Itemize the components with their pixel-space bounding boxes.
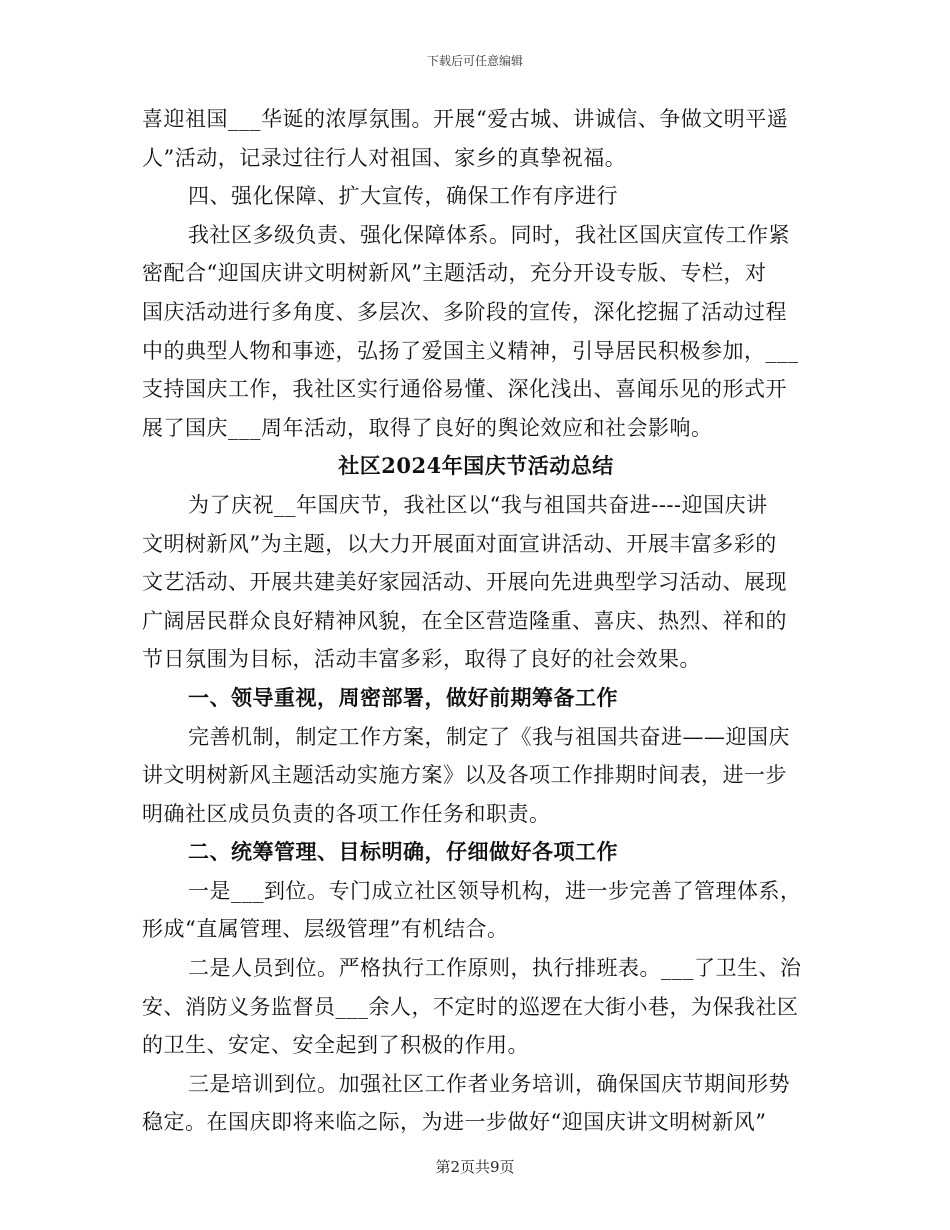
text-line: 安、消防义务监督员___余人，不定时的巡逻在大街小巷，为保我社区 (142, 994, 799, 1019)
text-line: 喜迎祖国___华诞的浓厚氛围。开展“爱古城、讲诚信、争做文明平遥 (142, 107, 789, 131)
section-heading: 四、强化保障、扩大宣传，确保工作有序进行 (188, 184, 618, 209)
text-line: 讲文明树新风主题活动实施方案》以及各项工作排期时间表，进一步 (142, 763, 787, 788)
text-line: 的卫生、安定、安全起到了积极的作用。 (142, 1033, 529, 1058)
text-line: 支持国庆工作，我社区实行通俗易懂、深化浅出、喜闻乐见的形式开 (142, 377, 787, 402)
page-footer: 第2页共9页 (435, 1158, 515, 1176)
page-header: 下载后可任意编辑 (426, 54, 523, 68)
text-line: 展了国庆___周年活动，取得了良好的舆论效应和社会影响。 (142, 415, 713, 440)
text-line: 为了庆祝__年国庆节，我社区以“我与祖国共奋进----迎国庆讲 (188, 492, 768, 517)
text-line: 人”活动，记录过往行人对祖国、家乡的真挚祝福。 (142, 145, 627, 170)
text-line: 明确社区成员负责的各项工作任务和职责。 (142, 801, 551, 826)
text-line: 完善机制，制定工作方案，制定了《我与祖国共奋进——迎国庆 (188, 724, 790, 749)
document-title: 社区2024年国庆节活动总结 (338, 453, 614, 479)
text-line: 广阔居民群众良好精神风貌，在全区营造隆重、喜庆、热烈、祥和的 (142, 608, 787, 633)
text-line: 形成“直属管理、层级管理”有机结合。 (142, 917, 509, 942)
text-line: 密配合“迎国庆讲文明树新风”主题活动，充分开设专版、专栏，对 (142, 261, 767, 286)
text-line: 中的典型人物和事迹，弘扬了爱国主义精神，引导居民积极参加，___ (142, 338, 799, 363)
section-heading: 二、统筹管理、目标明确，仔细做好各项工作 (188, 839, 618, 865)
section-heading: 一、领导重视，周密部署，做好前期筹备工作 (188, 684, 618, 710)
text-line: 节日氛围为目标，活动丰富多彩，取得了良好的社会效果。 (142, 647, 701, 672)
text-line: 国庆活动进行多角度、多层次、多阶段的宣传，深化挖掘了活动过程 (142, 299, 787, 324)
text-line: 三是培训到位。加强社区工作者业务培训，确保国庆节期间形势 (188, 1071, 790, 1096)
text-line: 文艺活动、开展共建美好家园活动、开展向先进典型学习活动、展现 (142, 570, 787, 595)
text-line: 稳定。在国庆即将来临之际，为进一步做好“迎国庆讲文明树新风” (142, 1110, 767, 1135)
text-line: 文明树新风”为主题，以大力开展面对面宣讲活动、开展丰富多彩的 (142, 531, 777, 556)
text-line: 一是___到位。专门成立社区领导机构，进一步完善了管理体系， (188, 878, 802, 903)
text-line: 二是人员到位。严格执行工作原则，执行排班表。___了卫生、治 (188, 956, 802, 981)
text-line: 我社区多级负责、强化保障体系。同时，我社区国庆宣传工作紧 (188, 222, 790, 247)
document-body (142, 100, 810, 1142)
